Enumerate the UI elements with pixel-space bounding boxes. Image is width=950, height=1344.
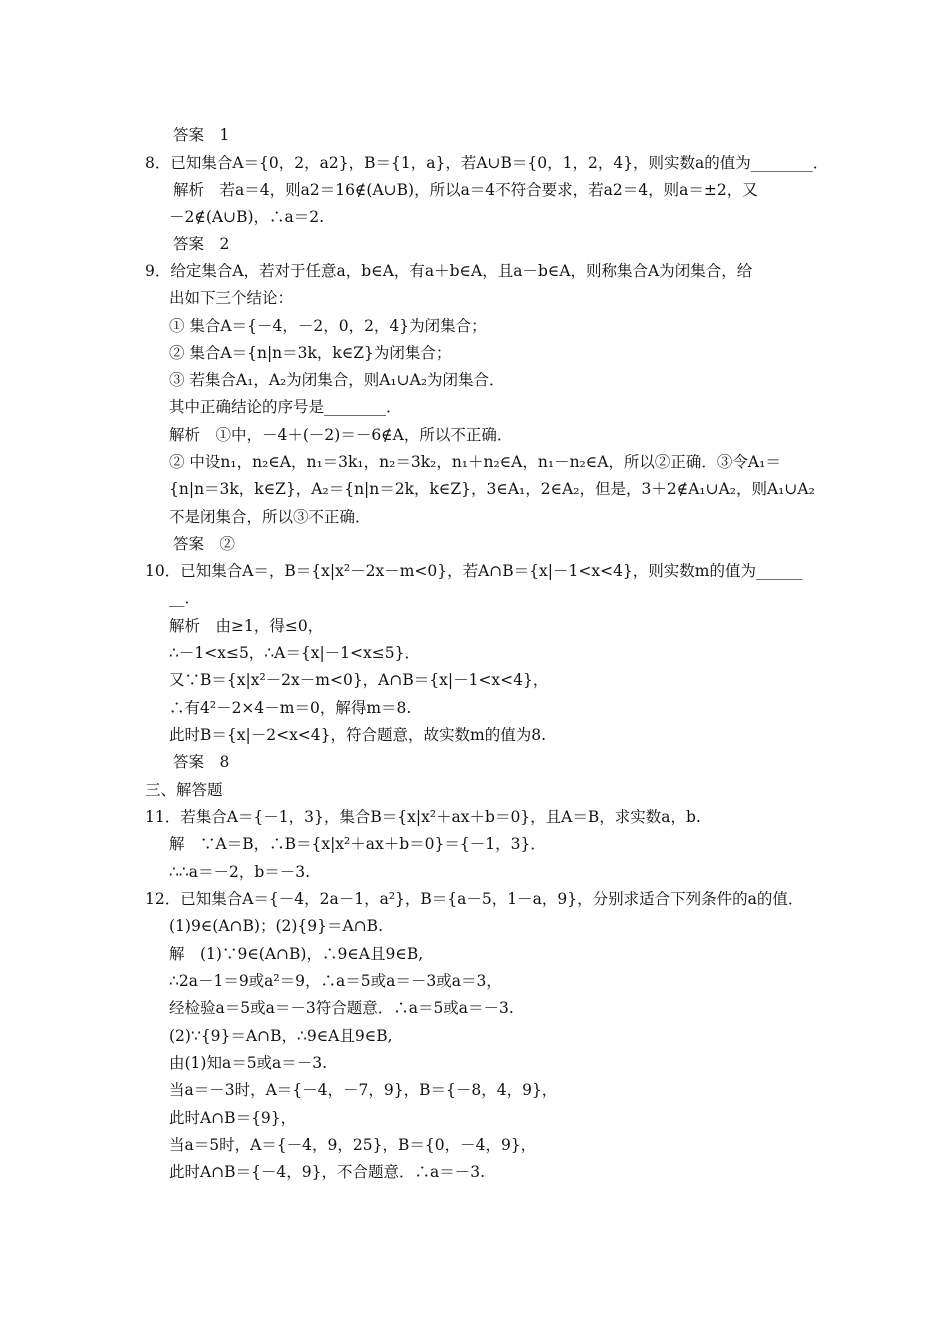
analysis-8-line-1: 解析 若a＝4，则a2＝16∉(A∪B)，所以a＝4不符合要求，若a2＝4，则a＝±2，又 — [173, 181, 758, 199]
analysis-10-line-3: 又∵B＝{x|x²－2x－m<0}，A∩B＝{x|－1<x<4}， — [169, 671, 549, 689]
analysis-9-line-3: {n|n＝3k，k∈Z}，A₂＝{n|n＝2k，k∈Z}，3∈A₁，2∈A₂，但是，3＋2∉A₁∪A₂，则A₁∪A₂ — [169, 480, 815, 498]
question-9-line-2: 出如下三个结论： — [169, 289, 294, 307]
analysis-9-line-4: 不是闭集合，所以③不正确． — [169, 508, 371, 526]
solution-12-line-1: 解 (1)∵9∈(A∩B)，∴9∈A且9∈B, — [169, 945, 424, 963]
solution-12-line-8: 当a＝5时，A＝{－4，9，25}，B＝{0，－4，9}， — [169, 1136, 537, 1154]
analysis-10-line-2: ∴－1<x≤5，∴A＝{x|－1<x≤5}． — [169, 644, 420, 662]
solution-12-line-7: 此时A∩B＝{9}， — [169, 1109, 297, 1127]
question-11: 11．若集合A＝{－1，3}，集合B＝{x|x²＋ax＋b＝0}，且A＝B，求实数a，b. — [145, 808, 701, 826]
question-12: 12．已知集合A＝{－4，2a－1，a²}，B＝{a－5，1－a，9}，分别求适合下列条件的a的值． — [145, 890, 804, 908]
section-heading: 三、解答题 — [145, 781, 223, 799]
analysis-10-line-5: 此时B＝{x|－2<x<4}，符合题意，故实数m的值为8. — [169, 726, 547, 744]
solution-12-line-4: (2)∵{9}＝A∩B，∴9∈A且9∈B, — [169, 1027, 393, 1045]
solution-12-line-9: 此时A∩B＝{－4，9}，不合题意．∴a＝－3. — [169, 1163, 486, 1181]
solution-12-line-5: 由(1)知a＝5或a＝－3. — [169, 1054, 328, 1072]
analysis-10-line-4: ∴有4²－2×4－m＝0，解得m＝8. — [169, 699, 412, 717]
solution-12-line-6: 当a＝－3时，A＝{－4，－7，9}，B＝{－8，4，9}， — [169, 1081, 558, 1099]
statement-2: ② 集合A＝{n|n＝3k，k∈Z}为闭集合； — [169, 344, 452, 362]
solution-11-line-2: ∴∴a＝－2，b＝－3. — [169, 863, 311, 881]
solution-11-line-1: 解 ∵A＝B，∴B＝{x|x²＋ax＋b＝0}＝{－1，3}． — [169, 835, 546, 853]
statement-3: ③ 若集合A₁，A₂为闭集合，则A₁∪A₂为闭集合． — [169, 371, 505, 389]
question-12-parts: (1)9∈(A∩B)；(2){9}＝A∩B. — [169, 917, 383, 935]
analysis-9-line-1: 解析 ①中，－4＋(－2)＝－6∉A，所以不正确． — [169, 426, 513, 444]
question-9-prompt: 其中正确结论的序号是________． — [169, 398, 402, 416]
statement-1: ① 集合A＝{－4，－2，0，2，4}为闭集合； — [169, 317, 487, 335]
answer-7: 答案 1 — [173, 126, 230, 144]
question-8: 8．已知集合A＝{0，2，a2}，B＝{1，a}，若A∪B＝{0，1，2，4}，则实数a的值为________． — [145, 154, 829, 172]
question-9-line-1: 9．给定集合A，若对于任意a，b∈A，有a＋b∈A，且a－b∈A，则称集合A为闭集合，给 — [145, 262, 753, 280]
answer-10: 答案 8 — [173, 753, 230, 771]
answer-9: 答案 ② — [173, 535, 236, 553]
analysis-10-line-1: 解析 由≥1，得≤0， — [169, 617, 324, 635]
solution-12-line-2: ∴2a－1＝9或a²＝9，∴a＝5或a＝－3或a＝3， — [169, 972, 502, 990]
analysis-8-line-2: －2∉(A∪B)，∴a＝2. — [169, 208, 325, 226]
solution-12-line-3: 经检验a＝5或a＝－3符合题意．∴a＝5或a＝－3. — [169, 999, 514, 1017]
answer-8: 答案 2 — [173, 235, 230, 253]
analysis-9-line-2: ② 中设n₁，n₂∈A，n₁＝3k₁，n₂＝3k₂，n₁＋n₂∈A，n₁－n₂∈A，所以②正确．③令A₁＝ — [169, 453, 781, 471]
question-10-line-1: 10．已知集合A＝，B＝{x|x²－2x－m<0}，若A∩B＝{x|－1<x<4}，则实数m的值为______ — [145, 562, 803, 580]
question-10-line-2: __． — [169, 589, 201, 607]
